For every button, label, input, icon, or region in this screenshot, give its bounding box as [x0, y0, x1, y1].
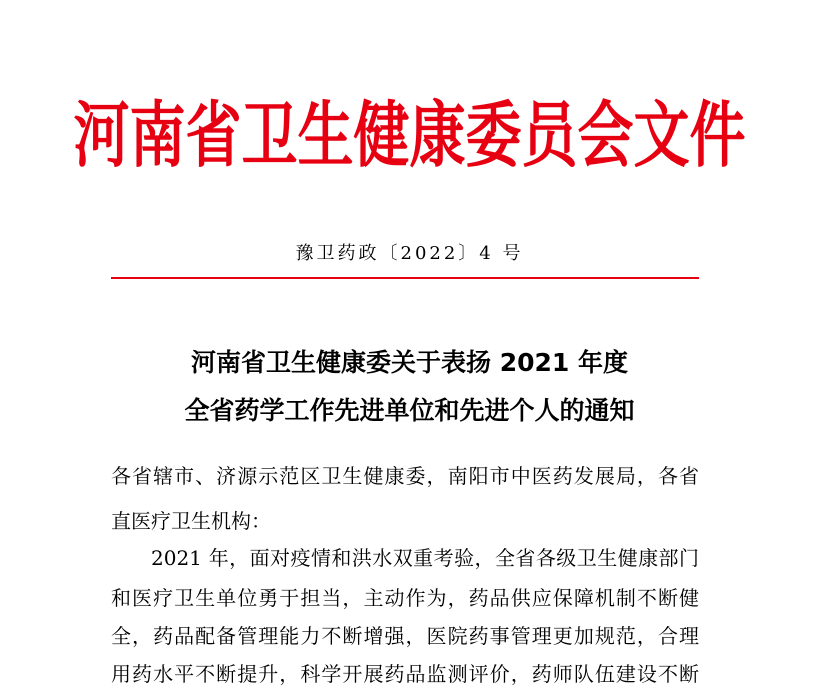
body-paragraph-line-1: 2021 年，面对疫情和洪水双重考验，全省各级卫生健康部门: [151, 546, 699, 570]
red-divider-rule: [111, 277, 699, 279]
document-number: 豫卫药政〔2022〕4 号: [295, 243, 524, 264]
notice-title-line-2: 全省药学工作先进单位和先进个人的通知: [184, 396, 635, 425]
notice-title-line-1: 河南省卫生健康委关于表扬 2021 年度: [191, 348, 628, 377]
body-paragraph-line-2: 和医疗卫生单位勇于担当，主动作为，药品供应保障机制不断健: [111, 586, 699, 610]
body-paragraph-line-3: 全，药品配备管理能力不断增强，医院药事管理更加规范，合理: [111, 624, 699, 648]
body-paragraph-line-4: 用药水平不断提升，科学开展药品监测评价，药师队伍建设不断: [111, 662, 699, 686]
document-header-title: 河南省卫生健康委员会文件: [73, 94, 746, 179]
addressee-line-2: 直医疗卫生机构：: [111, 509, 271, 533]
addressee-line-1: 各省辖市、济源示范区卫生健康委，南阳市中医药发展局，各省: [111, 464, 699, 488]
